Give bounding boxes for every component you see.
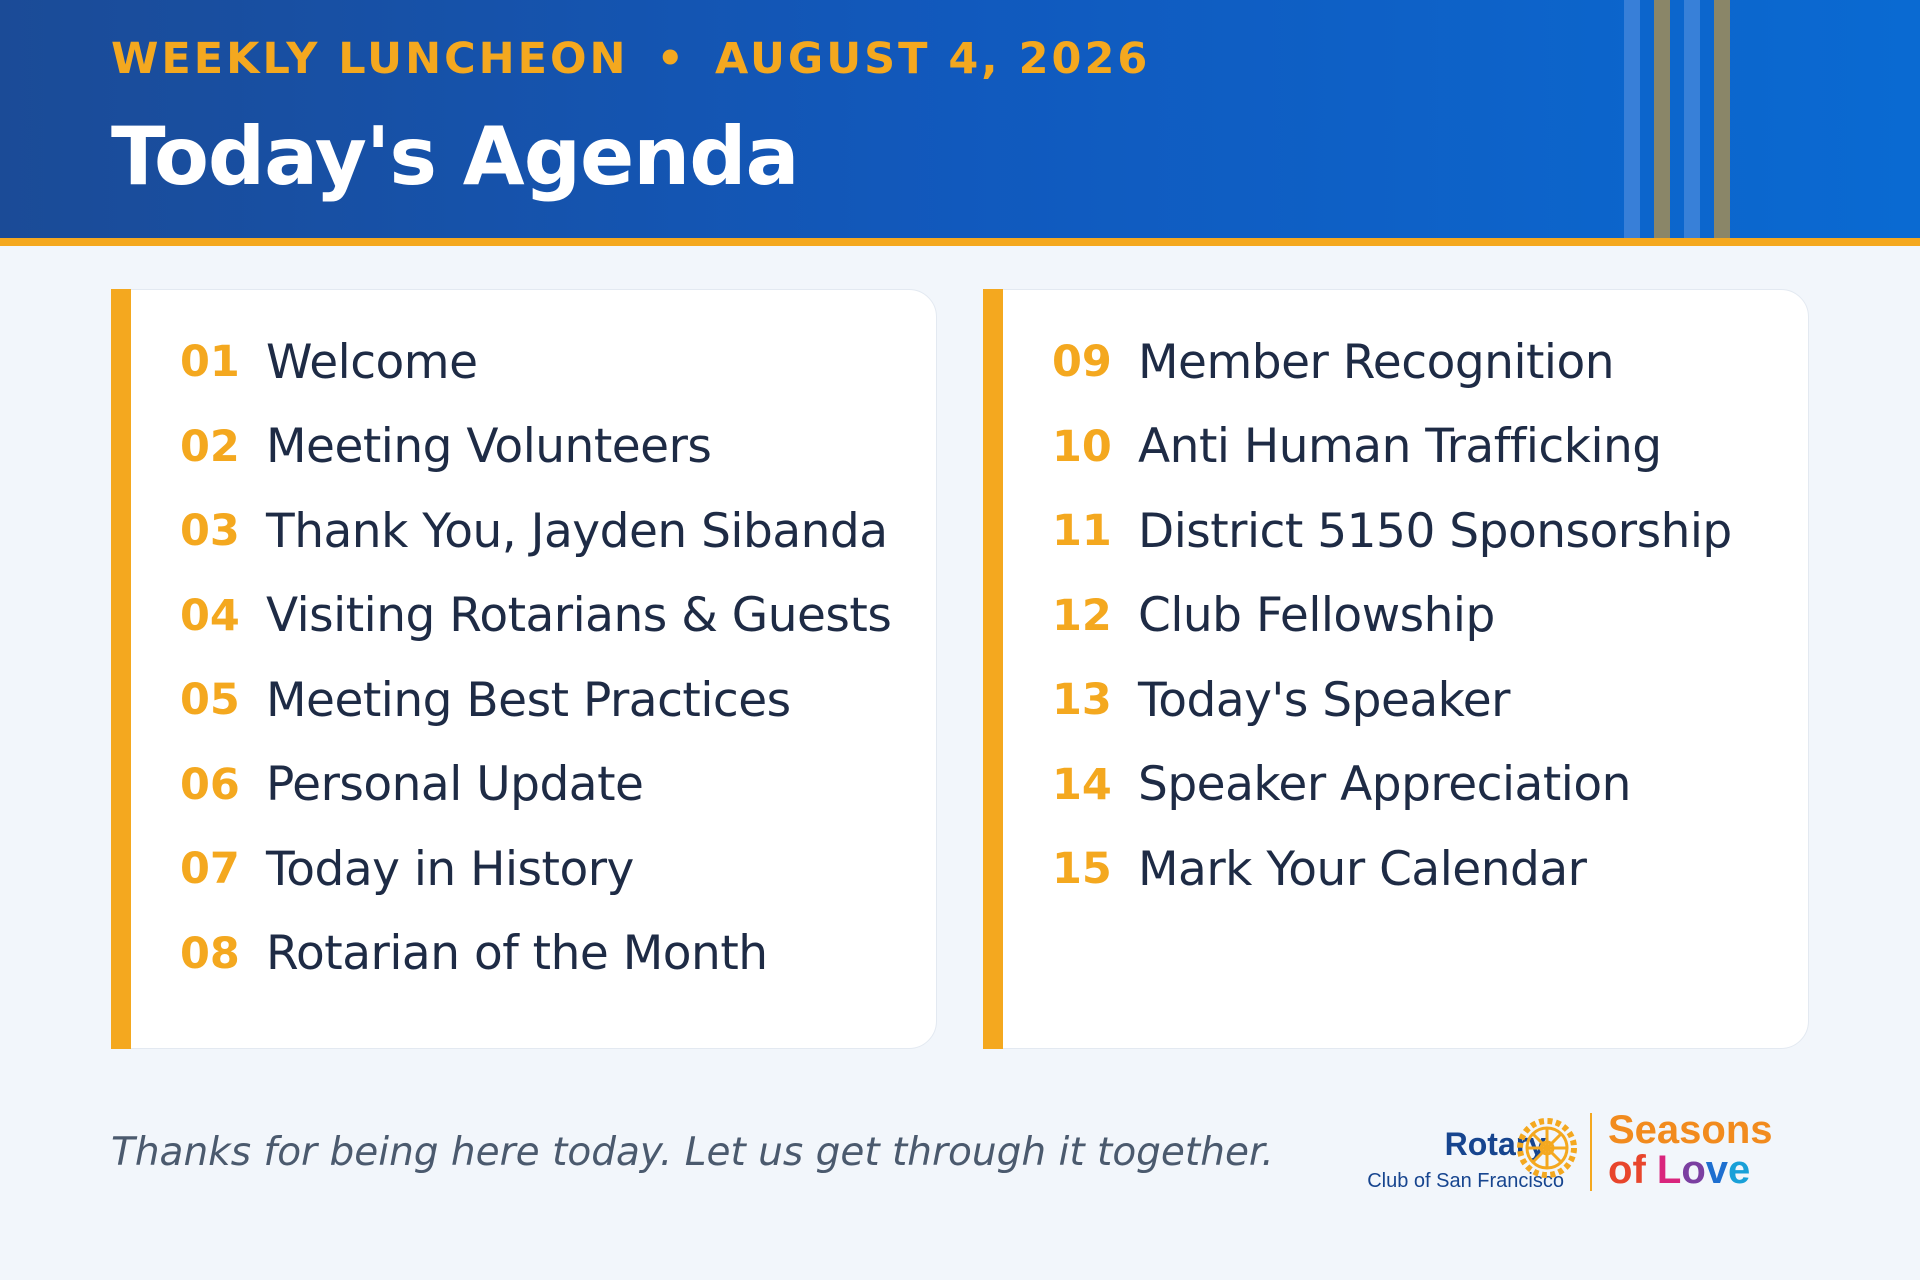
agenda-list-right (1052, 320, 1732, 912)
agenda-item-label: Member Recognition (1138, 334, 1615, 390)
agenda-item (180, 405, 891, 490)
agenda-item-number: 10 (1052, 421, 1112, 472)
header-banner (0, 0, 1920, 238)
agenda-item-label: Club Fellowship (1138, 588, 1495, 644)
agenda-item (1052, 743, 1732, 828)
agenda-card-left (111, 289, 937, 1049)
agenda-item-label: Visiting Rotarians & Guests (266, 588, 892, 644)
agenda-item-number: 01 (180, 337, 240, 388)
agenda-item (180, 489, 891, 574)
agenda-item-label: Speaker Appreciation (1138, 757, 1631, 813)
agenda-item-label: Anti Human Trafficking (1138, 419, 1662, 475)
agenda-item-number: 06 (180, 759, 240, 810)
agenda-item-label: Today in History (266, 841, 634, 897)
agenda-item (1052, 405, 1732, 490)
agenda-item-number: 05 (180, 675, 240, 726)
agenda-item-number: 02 (180, 421, 240, 472)
agenda-item (180, 320, 891, 405)
agenda-item-label: Rotarian of the Month (266, 926, 768, 982)
agenda-item (1052, 489, 1732, 574)
club-logo (1300, 1108, 1820, 1198)
agenda-item-number: 14 (1052, 759, 1112, 810)
event-eyebrow (111, 34, 1150, 84)
rotary-wordmark: Rotary (1444, 1126, 1546, 1162)
agenda-item (180, 912, 891, 997)
agenda-item-number: 03 (180, 506, 240, 557)
event-date: AUGUST 4, 2026 (715, 34, 1151, 84)
agenda-item-number: 07 (180, 844, 240, 895)
footer-message: Thanks for being here today. Let us get through it together. (111, 1130, 1274, 1175)
club-subtitle: Club of San Francisco (1367, 1170, 1564, 1192)
agenda-item-number: 15 (1052, 844, 1112, 895)
agenda-item-number: 12 (1052, 590, 1112, 641)
agenda-item-label: Mark Your Calendar (1138, 841, 1587, 897)
agenda-item-label: District 5150 Sponsorship (1138, 503, 1732, 559)
agenda-list-left (180, 320, 891, 996)
agenda-item-number: 08 (180, 928, 240, 979)
header-divider (0, 238, 1920, 246)
agenda-item-label: Personal Update (266, 757, 644, 813)
event-type: WEEKLY LUNCHEON (111, 34, 629, 84)
agenda-item (1052, 574, 1732, 659)
agenda-item-label: Welcome (266, 334, 478, 390)
agenda-item-label: Meeting Volunteers (266, 419, 712, 475)
page-title: Today's Agenda (111, 110, 799, 203)
agenda-item (180, 743, 891, 828)
seasons-of-love-logo (1608, 1110, 1773, 1190)
card-accent-bar (111, 289, 131, 1049)
eyebrow-separator: • (656, 34, 688, 84)
agenda-item-number: 09 (1052, 337, 1112, 388)
of-love-word: of Love (1608, 1148, 1751, 1192)
agenda-item-number: 04 (180, 590, 240, 641)
agenda-card-right (983, 289, 1809, 1049)
agenda-item-label: Thank You, Jayden Sibanda (266, 503, 888, 559)
agenda-item (180, 574, 891, 659)
agenda-item (1052, 658, 1732, 743)
logo-divider (1590, 1113, 1592, 1191)
card-accent-bar (983, 289, 1003, 1049)
decorative-stripes (1620, 0, 1920, 238)
agenda-item (180, 658, 891, 743)
agenda-item (1052, 320, 1732, 405)
agenda-item-number: 11 (1052, 506, 1112, 557)
rotary-wheel-icon (1512, 1113, 1582, 1183)
agenda-item-label: Today's Speaker (1138, 672, 1510, 728)
agenda-item (180, 827, 891, 912)
agenda-item-label: Meeting Best Practices (266, 672, 791, 728)
agenda-item (1052, 827, 1732, 912)
seasons-word: Seasons (1608, 1108, 1773, 1152)
agenda-item-number: 13 (1052, 675, 1112, 726)
